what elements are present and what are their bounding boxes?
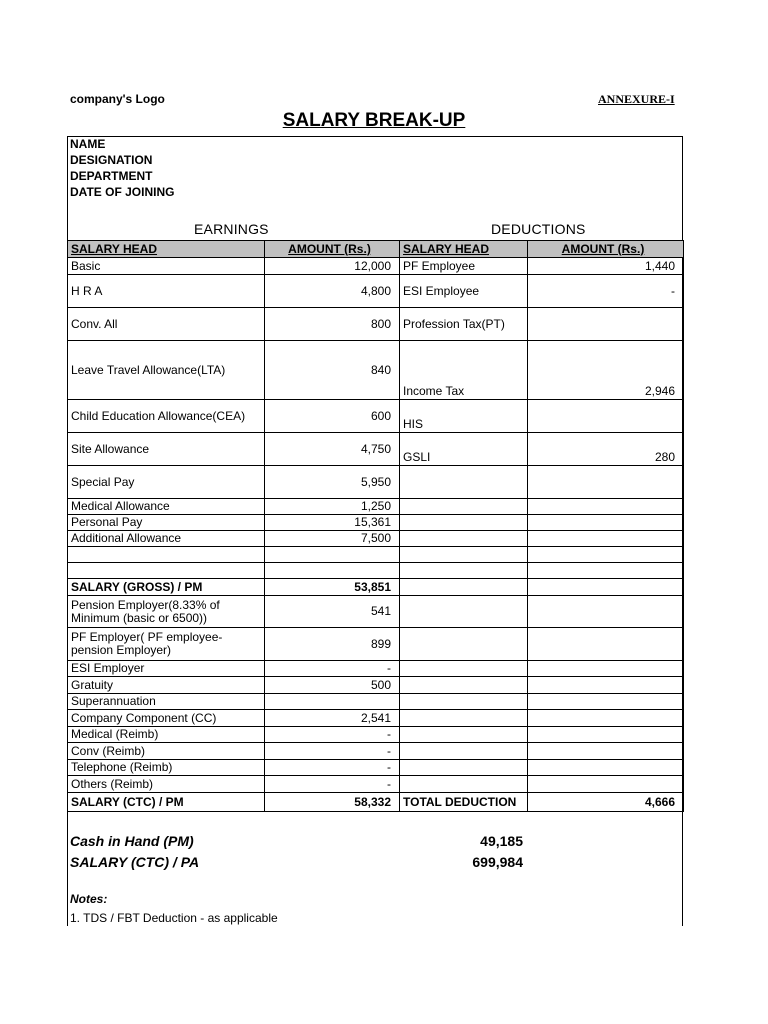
deduction-head [400,499,528,515]
deduction-head [400,515,528,531]
table-row [68,466,684,499]
earning-amount: 500 [265,677,400,694]
earning-head: Personal Pay [68,515,265,531]
table-row [68,308,684,341]
deduction-amount: 2,946 [528,341,684,400]
deductions-heading: DEDUCTIONS [491,221,586,237]
deduction-amount: 280 [528,433,684,466]
deduction-head [400,760,528,776]
earning-amount: 1,250 [265,499,400,515]
table-row [68,547,684,563]
earning-amount: 58,332 [265,793,400,812]
table-row [68,710,684,727]
deduction-amount [528,308,684,341]
note-item: 1. TDS / FBT Deduction - as applicable [70,911,278,925]
earning-head: Child Education Allowance(CEA) [68,400,265,433]
cash-in-hand-label: Cash in Hand (PM) [70,833,194,849]
earning-amount: 4,750 [265,433,400,466]
cash-in-hand-value: 49,185 [480,833,523,849]
ctc-pa-value: 699,984 [472,854,523,870]
deduction-head [400,596,528,628]
top-rule [67,136,683,137]
earning-amount [265,563,400,579]
deduction-amount [528,596,684,628]
earning-head: Conv (Reimb) [68,743,265,760]
deduction-head [400,661,528,677]
table-row [68,341,684,400]
deduction-amount [528,579,684,596]
earning-amount: 53,851 [265,579,400,596]
earning-head: ESI Employer [68,661,265,677]
earning-amount: 15,361 [265,515,400,531]
earning-head: Pension Employer(8.33% of Minimum (basic or 6500)) [68,596,265,628]
earning-head: Conv. All [68,308,265,341]
earnings-heading: EARNINGS [194,221,269,237]
table-row [68,596,684,628]
info-designation: DESIGNATION [70,153,153,167]
earning-amount: 840 [265,341,400,400]
deduction-amount [528,661,684,677]
earning-head: Company Component (CC) [68,710,265,727]
table-row [68,661,684,677]
company-logo-placeholder: company's Logo [70,92,165,106]
earning-amount: 7,500 [265,531,400,547]
table-row [68,727,684,743]
earning-head: Medical Allowance [68,499,265,515]
deduction-head: ESI Employee [400,275,528,308]
earning-amount: 12,000 [265,258,400,275]
deduction-amount: 1,440 [528,258,684,275]
deduction-head: TOTAL DEDUCTION [400,793,528,812]
col-header-amount: AMOUNT (Rs.) [265,241,400,258]
notes-label: Notes: [70,892,108,906]
earning-head: Site Allowance [68,433,265,466]
deduction-head: Profession Tax(PT) [400,308,528,341]
table-row [68,531,684,547]
col-header-salary-head: SALARY HEAD [400,241,528,258]
info-name: NAME [70,137,106,151]
deduction-head [400,677,528,694]
earning-amount: 600 [265,400,400,433]
earning-head: Telephone (Reimb) [68,760,265,776]
earning-amount: 541 [265,596,400,628]
earning-head: Basic [68,258,265,275]
deduction-amount: - [528,275,684,308]
deduction-amount [528,547,684,563]
ctc-total-row [68,793,684,812]
table-row [68,515,684,531]
deduction-head: GSLI [400,433,528,466]
table-row [68,677,684,694]
deduction-head [400,710,528,727]
table-row [68,499,684,515]
table-row [68,628,684,661]
deduction-head: HIS [400,400,528,433]
earning-head: Leave Travel Allowance(LTA) [68,341,265,400]
earning-head: H R A [68,275,265,308]
table-row [68,694,684,710]
earning-head [68,547,265,563]
deduction-amount [528,563,684,579]
deduction-amount [528,727,684,743]
ctc-pa-label: SALARY (CTC) / PA [70,854,200,870]
deduction-head: Income Tax [400,341,528,400]
deduction-head [400,776,528,793]
earning-head: Special Pay [68,466,265,499]
earning-head: Superannuation [68,694,265,710]
earning-head: SALARY (CTC) / PM [68,793,265,812]
earning-head: Others (Reimb) [68,776,265,793]
earning-head: Medical (Reimb) [68,727,265,743]
deduction-amount [528,743,684,760]
earning-head: PF Employer( PF employee-pension Employer) [68,628,265,661]
deduction-amount [528,677,684,694]
earning-amount: 5,950 [265,466,400,499]
deduction-amount [528,760,684,776]
earning-amount: 899 [265,628,400,661]
col-header-salary-head: SALARY HEAD [68,241,265,258]
deduction-head [400,694,528,710]
table-row [68,400,684,433]
table-row [68,760,684,776]
earning-amount [265,547,400,563]
annexure-label: ANNEXURE-I [598,92,675,106]
table-row [68,433,684,466]
table-row [68,743,684,760]
deduction-head [400,743,528,760]
deduction-head [400,466,528,499]
deduction-head [400,628,528,661]
deduction-head [400,531,528,547]
deduction-amount [528,776,684,793]
deduction-amount [528,628,684,661]
earning-amount: 800 [265,308,400,341]
col-header-amount: AMOUNT (Rs.) [528,241,684,258]
deduction-head [400,579,528,596]
deduction-head: PF Employee [400,258,528,275]
earning-amount: - [265,760,400,776]
deduction-amount [528,499,684,515]
earning-head [68,563,265,579]
table-row [68,258,684,275]
salary-table [67,240,684,812]
deduction-amount [528,400,684,433]
table-row [68,776,684,793]
earning-head: SALARY (GROSS) / PM [68,579,265,596]
table-row [68,563,684,579]
deduction-amount [528,466,684,499]
earning-head: Additional Allowance [68,531,265,547]
table-header-row [68,241,684,258]
deduction-head [400,547,528,563]
deduction-amount [528,515,684,531]
deduction-amount: 4,666 [528,793,684,812]
earning-head: Gratuity [68,677,265,694]
page-title: SALARY BREAK-UP [282,110,466,131]
earning-amount: - [265,727,400,743]
deduction-amount [528,694,684,710]
table-row [68,275,684,308]
deduction-amount [528,710,684,727]
earning-amount: 4,800 [265,275,400,308]
earning-amount: - [265,661,400,677]
earning-amount: 2,541 [265,710,400,727]
earning-amount: - [265,743,400,760]
deduction-head [400,727,528,743]
earning-amount: - [265,776,400,793]
info-date-of-joining: DATE OF JOINING [70,185,175,199]
earning-amount [265,694,400,710]
deduction-head [400,563,528,579]
info-department: DEPARTMENT [70,169,153,183]
deduction-amount [528,531,684,547]
gross-salary-row [68,579,684,596]
